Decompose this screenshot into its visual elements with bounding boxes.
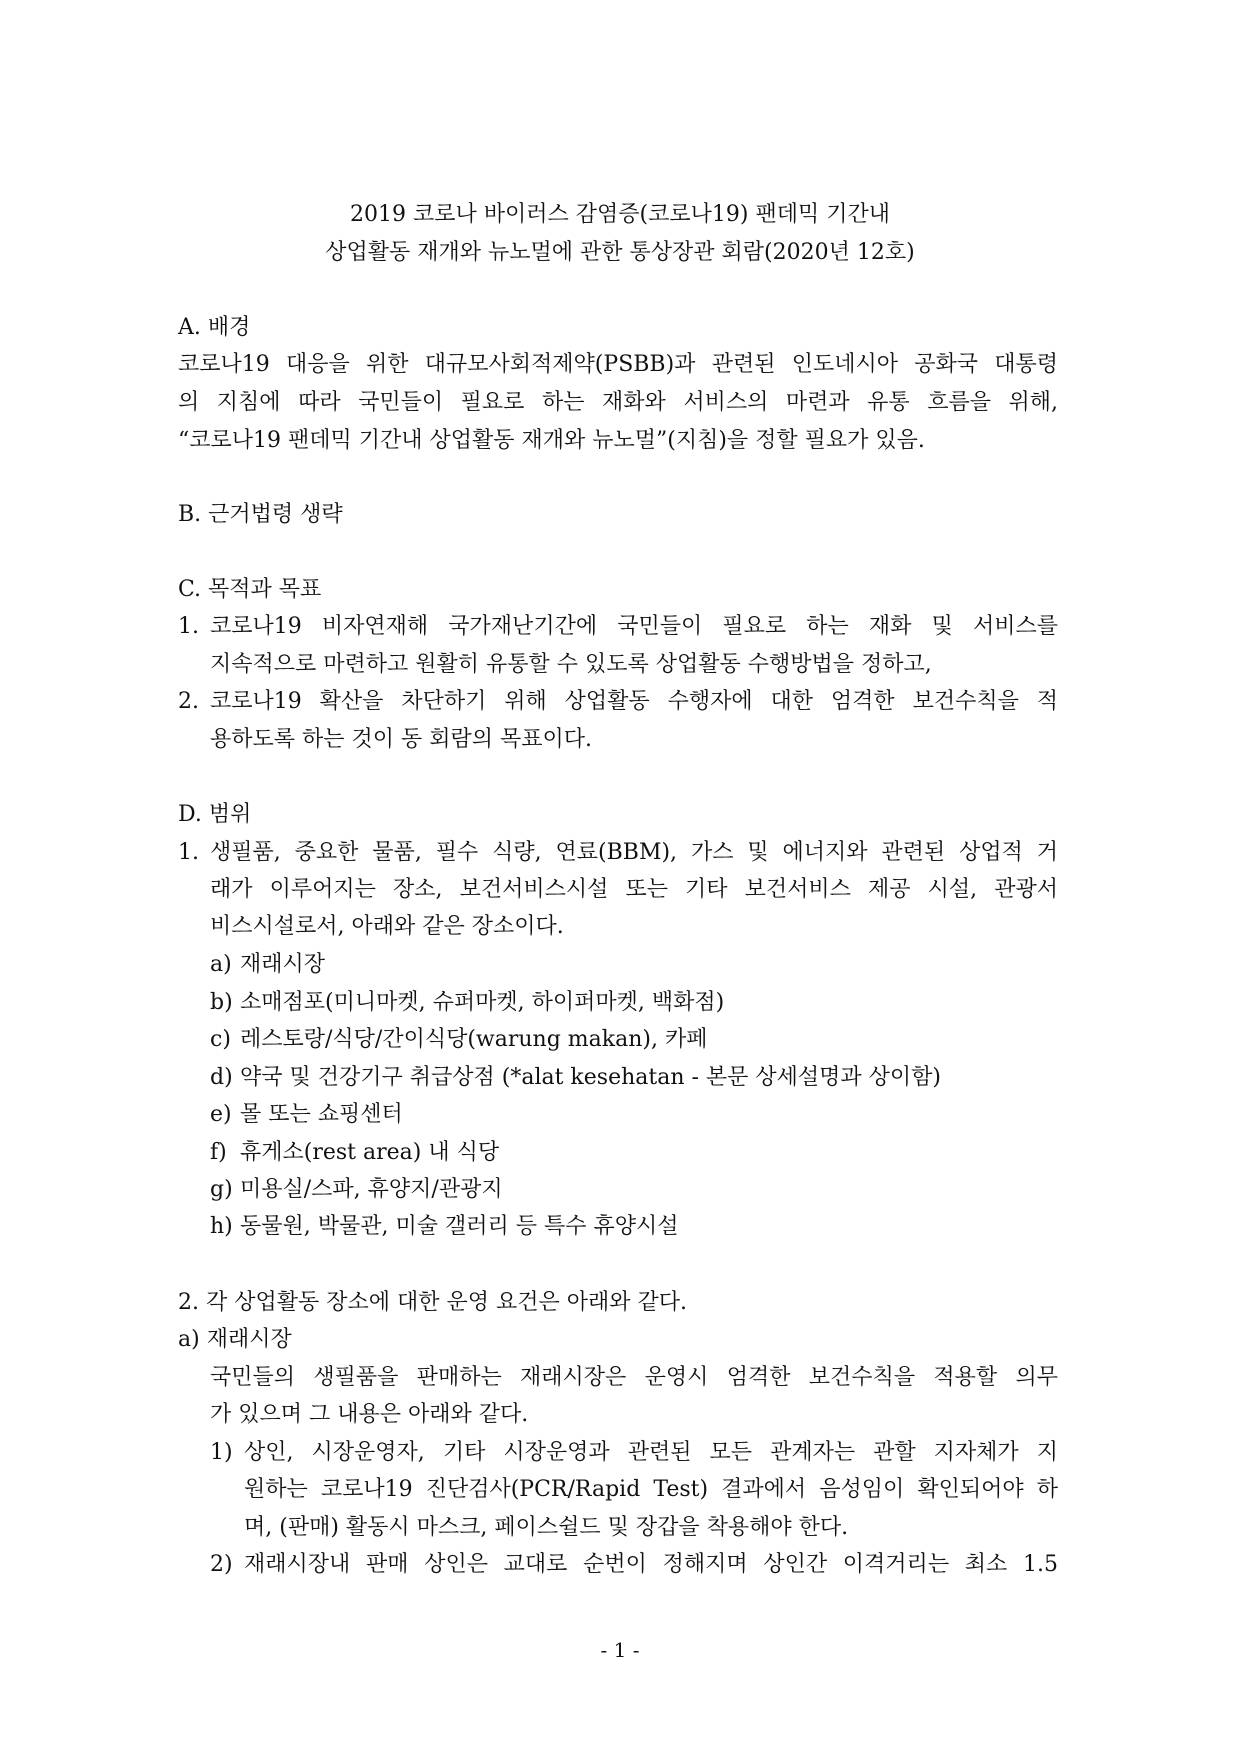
section-c-item-2-line-1: 코로나19 확산을 차단하기 위해 상업활동 수행자에 대한 엄격한 보건수칙을 적 bbox=[210, 689, 1058, 714]
market-rule-1-number: 1) bbox=[210, 1440, 233, 1465]
section-c-item-1-line-2: 지속적으로 마련하고 원활히 유통할 수 있도록 상업활동 수행방법을 정하고, bbox=[210, 652, 932, 677]
section-a-line-3: “코로나19 팬데믹 기간내 상업활동 재개와 뉴노멀”(지침)을 정할 필요가 있음. bbox=[178, 428, 925, 453]
sub-item-letter: d) bbox=[210, 1065, 233, 1090]
sub-item-letter: f) bbox=[210, 1140, 227, 1165]
title-line-1: 2019 코로나 바이러스 감염증(코로나19) 팬데믹 기간내 bbox=[350, 202, 890, 227]
section-d-item-1-line-2: 래가 이루어지는 장소, 보건서비스시설 또는 기타 보건서비스 제공 시설, 관광서 bbox=[210, 877, 1058, 902]
market-rule-1-line-2: 원하는 코로나19 진단검사(PCR/Rapid Test) 결과에서 음성임이 확인되어야 하 bbox=[244, 1477, 1058, 1502]
market-rule-1-line-3: 며, (판매) 활동시 마스크, 페이스쉴드 및 장갑을 착용해야 한다. bbox=[244, 1515, 849, 1540]
sub-item-text: 동물원, 박물관, 미술 갤러리 등 특수 휴양시설 bbox=[240, 1214, 679, 1239]
market-heading: a) 재래시장 bbox=[178, 1327, 292, 1352]
sub-item-letter: e) bbox=[210, 1102, 232, 1127]
market-rule-1-line-1: 상인, 시장운영자, 기타 시장운영과 관련된 모든 관계자는 관할 지자체가 지 bbox=[244, 1440, 1058, 1465]
section-c-item-2-line-2: 용하도록 하는 것이 동 회람의 목표이다. bbox=[210, 727, 592, 752]
section-c-heading: C. 목적과 목표 bbox=[178, 577, 322, 602]
sub-item-text: 레스토랑/식당/간이식당(warung makan), 카페 bbox=[240, 1027, 708, 1052]
sub-item-letter: h) bbox=[210, 1214, 233, 1239]
section-a-heading: A. 배경 bbox=[178, 315, 251, 340]
market-rule-2-line-1: 재래시장내 판매 상인은 교대로 순번이 정해지며 상인간 이격거리는 최소 1.5 bbox=[244, 1552, 1058, 1577]
section-d-item-1-line-1: 생필품, 중요한 물품, 필수 식량, 연료(BBM), 가스 및 에너지와 관련된 상업적 거 bbox=[210, 840, 1058, 865]
sub-item-text: 소매점포(미니마켓, 슈퍼마켓, 하이퍼마켓, 백화점) bbox=[240, 990, 725, 1015]
section-d-item-1-number: 1. bbox=[178, 840, 199, 865]
section-c-item-1-line-1: 코로나19 비자연재해 국가재난기간에 국민들이 필요로 하는 재화 및 서비스를 bbox=[210, 614, 1058, 639]
section-d-heading: D. 범위 bbox=[178, 802, 252, 827]
sub-item-letter: c) bbox=[210, 1027, 231, 1052]
sub-item-letter: b) bbox=[210, 990, 233, 1015]
sub-item-text: 몰 또는 쇼핑센터 bbox=[240, 1102, 403, 1127]
section-a-line-2: 의 지침에 따라 국민들이 필요로 하는 재화와 서비스의 마련과 유통 흐름을 위해, bbox=[178, 390, 1058, 415]
section-b-heading: B. 근거법령 생략 bbox=[178, 502, 343, 527]
market-intro-line-2: 가 있으며 그 내용은 아래와 같다. bbox=[210, 1402, 529, 1427]
sub-item-text: 미용실/스파, 휴양지/관광지 bbox=[240, 1177, 503, 1202]
section-a-line-1: 코로나19 대응을 위한 대규모사회적제약(PSBB)과 관련된 인도네시아 공화국 대통령 bbox=[178, 352, 1058, 377]
section-c-item-2-number: 2. bbox=[178, 689, 199, 714]
market-rule-2-number: 2) bbox=[210, 1552, 233, 1577]
sub-item-text: 약국 및 건강기구 취급상점 (*alat kesehatan - 본문 상세설명과 상이함) bbox=[240, 1065, 942, 1090]
page-number: - 1 - bbox=[600, 1638, 640, 1662]
section-c-item-1-number: 1. bbox=[178, 614, 199, 639]
section-d-item-2: 2. 각 상업활동 장소에 대한 운영 요건은 아래와 같다. bbox=[178, 1290, 687, 1315]
sub-item-letter: g) bbox=[210, 1177, 233, 1202]
title-line-2: 상업활동 재개와 뉴노멀에 관한 통상장관 회람(2020년 12호) bbox=[325, 240, 915, 265]
sub-item-letter: a) bbox=[210, 952, 232, 977]
section-d-item-1-line-3: 비스시설로서, 아래와 같은 장소이다. bbox=[210, 914, 564, 939]
market-intro-line-1: 국민들의 생필품을 판매하는 재래시장은 운영시 엄격한 보건수칙을 적용할 의무 bbox=[210, 1365, 1058, 1390]
sub-item-text: 휴게소(rest area) 내 식당 bbox=[240, 1140, 500, 1165]
sub-item-text: 재래시장 bbox=[240, 952, 326, 977]
